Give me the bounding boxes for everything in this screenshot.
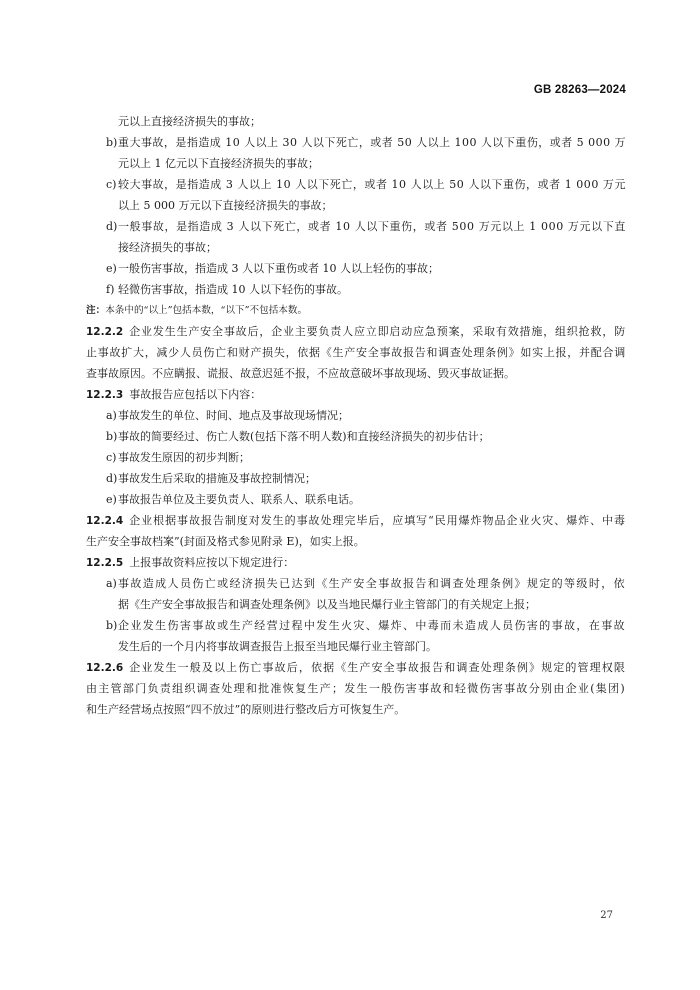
line-text: 事故报告应包括以下内容： <box>129 388 262 401</box>
line-text: 由主管部门负责组织调查处理和批准恢复生产；发生一般伤害事故和轻微伤害事故分别由企业(集团) <box>86 682 626 695</box>
list-item-label: c) <box>106 178 117 191</box>
list-item-label: a) <box>106 409 117 422</box>
paragraph-line <box>86 636 626 657</box>
clause-number: 12.2.4 <box>86 515 124 527</box>
line-text: 发生后的一个月内将事故调查报告上报至当地民爆行业主管部门。 <box>118 640 437 653</box>
paragraph-line <box>86 594 626 615</box>
list-item-label: d) <box>106 220 118 233</box>
document-body <box>86 111 626 720</box>
line-text: 较大事故，是指造成 3 人以上 10 人以下死亡，或者 10 人以上 50 人以下重伤，或者 1 000 万元 <box>118 178 626 191</box>
paragraph-line <box>86 342 626 363</box>
list-item-label: e) <box>106 493 117 506</box>
line-text: 事故的简要经过、伤亡人数(包括下落不明人数)和直接经济损失的初步估计； <box>118 430 490 443</box>
list-item <box>86 132 626 153</box>
clause-number: 12.2.3 <box>86 389 124 401</box>
note <box>86 300 626 321</box>
list-item <box>86 279 626 300</box>
list-item <box>86 216 626 237</box>
list-item-label: a) <box>106 577 117 590</box>
line-text: 接经济损失的事故； <box>118 241 217 254</box>
line-text: 一般伤害事故，指造成 3 人以下重伤或者 10 人以上轻伤的事故； <box>118 262 439 275</box>
clause-number: 12.2.5 <box>86 557 124 569</box>
list-item <box>86 573 626 594</box>
clause-heading <box>86 510 626 531</box>
line-text: 止事故扩大，减少人员伤亡和财产损失，依据《生产安全事故报告和调查处理条例》如实上报，并配合调 <box>86 346 626 359</box>
line-text: 元以上 1 亿元以下直接经济损失的事故； <box>118 157 319 170</box>
clause-number: 12.2.6 <box>86 662 124 674</box>
paragraph-line <box>86 699 626 720</box>
list-item <box>86 489 626 510</box>
list-item-label: c) <box>106 451 117 464</box>
list-item <box>86 615 626 636</box>
paragraph-line <box>86 678 626 699</box>
paragraph-line <box>86 111 626 132</box>
line-text: 企业发生一般及以上伤亡事故后，依据《生产安全事故报告和调查处理条例》规定的管理权限 <box>129 661 626 674</box>
list-item <box>86 468 626 489</box>
paragraph-line <box>86 195 626 216</box>
clause-heading <box>86 657 626 678</box>
line-text: 查事故原因。不应瞒报、谎报、故意迟延不报，不应故意破坏事故现场、毁灭事故证据。 <box>86 367 515 380</box>
list-item-label: d) <box>106 472 118 485</box>
line-text: 一般事故，是指造成 3 人以下死亡，或者 10 人以下重伤，或者 500 万元以上 1 000 万元以下直 <box>118 220 626 233</box>
line-text: 以上 5 000 万元以下直接经济损失的事故； <box>118 199 333 212</box>
clause-number: 12.2.2 <box>86 326 124 338</box>
paragraph-line <box>86 531 626 552</box>
list-item-label: b) <box>106 430 118 443</box>
page-number: 27 <box>600 910 613 921</box>
list-item-label: b) <box>106 619 118 632</box>
line-text: 企业发生生产安全事故后，企业主要负责人应立即启动应急预案，采取有效措施，组织抢救，防 <box>129 325 626 338</box>
note-label: 注： <box>86 305 106 316</box>
paragraph-line <box>86 153 626 174</box>
line-text: 事故发生原因的初步判断； <box>118 451 250 464</box>
line-text: 企业根据事故报告制度对发生的事故处理完毕后，应填写“民用爆炸物品企业火灾、爆炸、中毒 <box>129 514 626 527</box>
list-item <box>86 174 626 195</box>
line-text: 事故报告单位及主要负责人、联系人、联系电话。 <box>118 493 360 506</box>
standard-number: GB 28263—2024 <box>533 84 626 96</box>
clause-heading <box>86 552 626 573</box>
line-text: 事故造成人员伤亡或经济损失已达到《生产安全事故报告和调查处理条例》规定的等级时，依 <box>118 577 626 590</box>
list-item <box>86 426 626 447</box>
line-text: 事故发生后采取的措施及事故控制情况； <box>118 472 316 485</box>
line-text: 据《生产安全事故报告和调查处理条例》以及当地民爆行业主管部门的有关规定上报； <box>118 598 536 611</box>
list-item-label: b) <box>106 136 118 149</box>
line-text: 上报事故资料应按以下规定进行： <box>129 556 295 569</box>
line-text: 轻微伤害事故，指造成 10 人以下轻伤的事故。 <box>118 283 348 296</box>
line-text: 本条中的“以上”包括本数，“以下”不包括本数。 <box>105 305 308 316</box>
paragraph-line <box>86 237 626 258</box>
list-item-label: e) <box>106 262 117 275</box>
list-item <box>86 405 626 426</box>
list-item <box>86 258 626 279</box>
line-text: 元以上直接经济损失的事故； <box>118 115 261 128</box>
list-item <box>86 447 626 468</box>
line-text: 和生产经营场点按照“四不放过”的原则进行整改后方可恢复生产。 <box>86 703 406 716</box>
clause-heading <box>86 321 626 342</box>
line-text: 事故发生的单位、时间、地点及事故现场情况； <box>118 409 349 422</box>
list-item-label: f) <box>106 283 115 296</box>
line-text: 生产安全事故档案”(封面及格式参见附录 E)，如实上报。 <box>86 535 365 548</box>
paragraph-line <box>86 363 626 384</box>
clause-heading <box>86 384 626 405</box>
line-text: 企业发生伤害事故或生产经营过程中发生火灾、爆炸、中毒而未造成人员伤害的事故，在事故 <box>118 619 626 632</box>
line-text: 重大事故，是指造成 10 人以上 30 人以下死亡，或者 50 人以上 100 人以下重伤，或者 5 000 万 <box>118 136 626 149</box>
